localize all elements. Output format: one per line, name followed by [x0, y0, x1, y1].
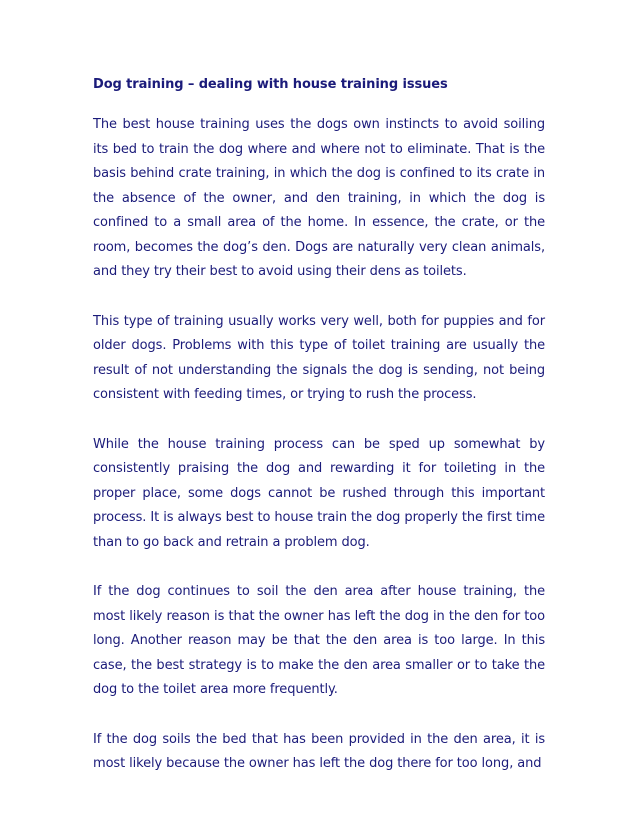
paragraph: The best house training uses the dogs own instincts to avoid soiling its bed to train the dog where and where not to eliminate. That is the basis behind crate training, in which the dog is confined to its crate in the absence of the owner, and den training, in which the dog is confined to a small area of the home. In essence, the crate, or the room, becomes the dog’s den. Dogs are naturally very clean animals, and they try their best to avoid using their dens as toilets. — [93, 117, 545, 279]
paragraph: This type of training usually works very well, both for puppies and for older dogs. Problems with this type of toilet training are usually the result of not understanding the signals the dog is sending, not being consistent with feeding times, or trying to rush the process. — [93, 313, 545, 402]
document-body — [93, 73, 545, 802]
document-title: Dog training – dealing with house training issues — [93, 77, 448, 92]
paragraph: If the dog continues to soil the den area after house training, the most likely reason is that the owner has left the dog in the den for too long. Another reason may be that the den area is too large. In this case, the best strategy is to make the den area smaller or to take the dog to the toilet area more frequently. — [93, 584, 545, 697]
paragraph: If the dog soils the bed that has been provided in the den area, it is most likely because the owner has left the dog there for too long, and — [93, 731, 545, 771]
paragraph: While the house training process can be sped up somewhat by consistently praising the dog and rewarding it for toileting in the proper place, some dogs cannot be rushed through this important process. It is always best to house train the dog properly the first time than to go back and retrain a problem dog. — [93, 436, 545, 550]
